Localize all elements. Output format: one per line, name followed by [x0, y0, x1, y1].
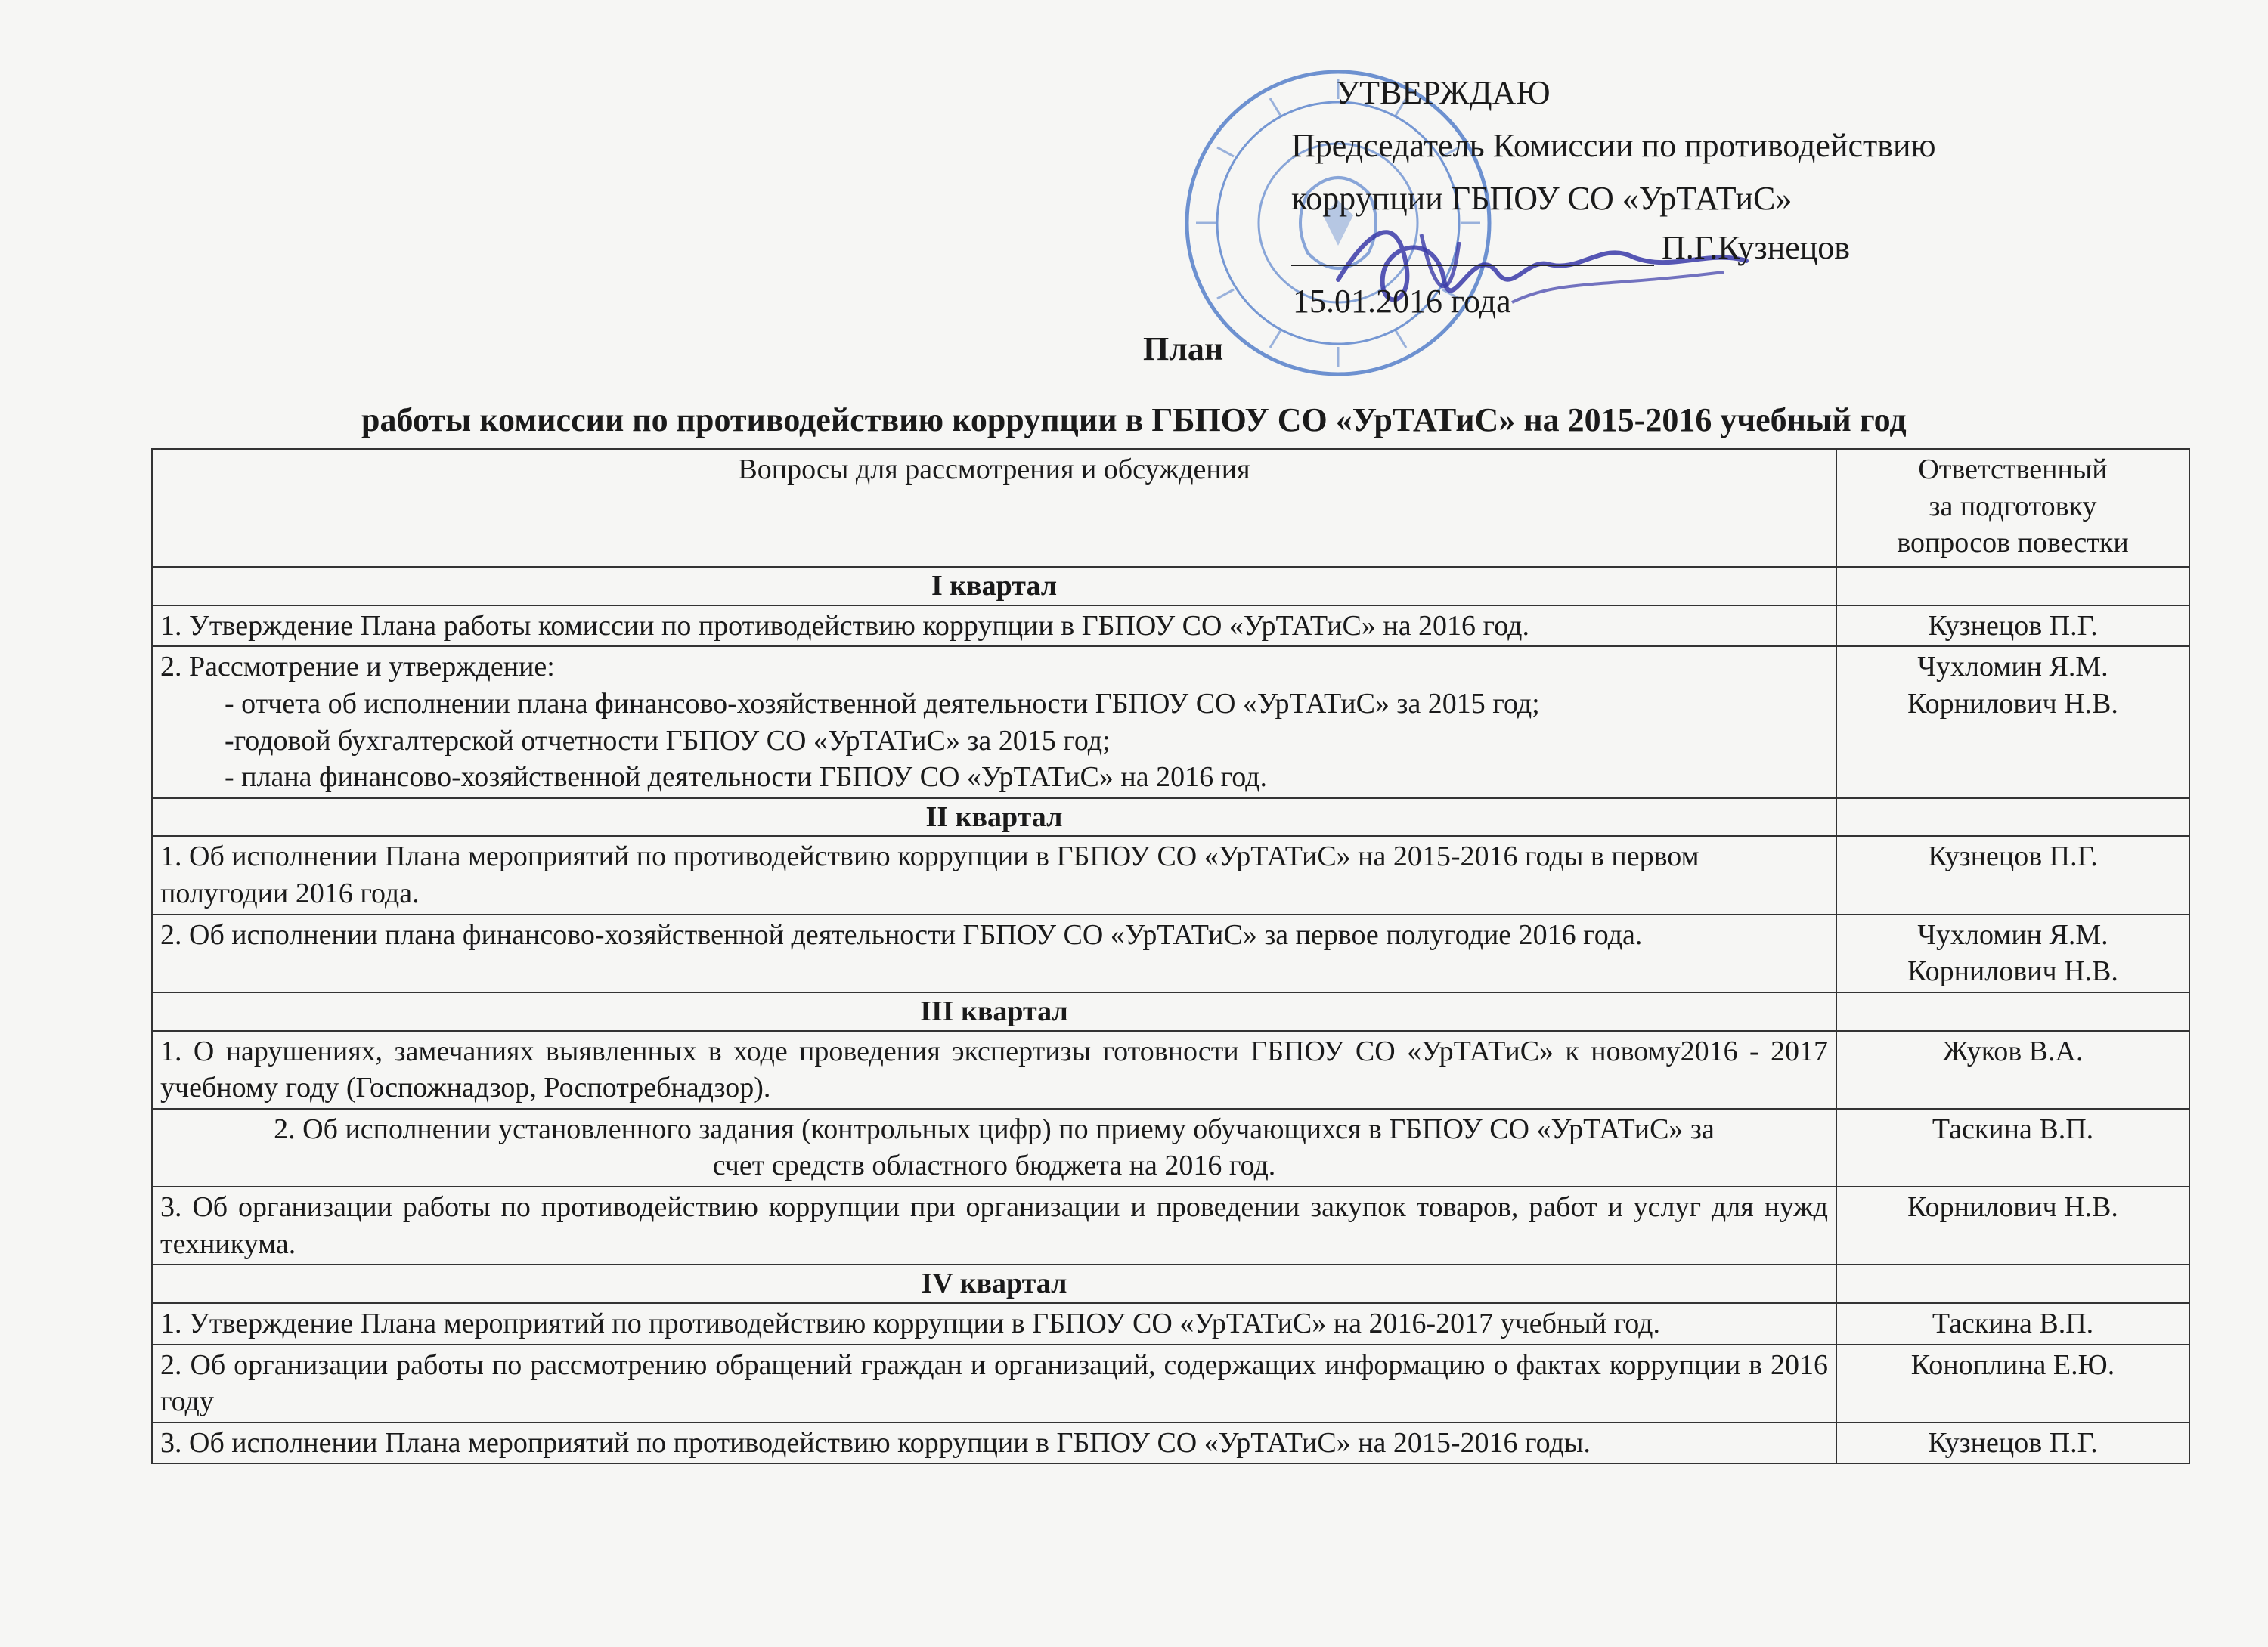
document-title: План — [1143, 330, 1224, 367]
question-subitem: - отчета об исполнении плана финансово-хозяйственной деятельности ГБПОУ СО «УрТАТиС» за 2015 год; — [225, 687, 1540, 720]
question-cell: 1. Утверждение Плана работы комиссии по противодействию коррупции в ГБПОУ СО «УрТАТиС» на 2016 год. — [152, 605, 1836, 647]
table-header-row — [152, 449, 2189, 567]
responsible-cell: Коноплина Е.Ю. — [1836, 1345, 2189, 1423]
header-responsible — [1836, 449, 2189, 567]
table-row — [152, 646, 2189, 798]
table-row — [152, 915, 2189, 992]
question-line: 2. Об исполнении установленного задания (контрольных цифр) по приему обучающихся в ГБПОУ СО «УрТАТиС» за — [274, 1113, 1715, 1145]
signature-line — [1291, 265, 1654, 266]
approval-date: 15.01.2016 года — [1293, 283, 1511, 320]
responsible-cell: Таскина В.П. — [1836, 1109, 2189, 1187]
quarter-label: III квартал — [152, 992, 1836, 1031]
question-cell: 1. Утверждение Плана мероприятий по противодействию коррупции в ГБПОУ СО «УрТАТиС» на 2016-2017 учебный год. — [152, 1303, 1836, 1345]
question-cell — [152, 646, 1836, 798]
quarter-row — [152, 567, 2189, 605]
question-cell: 2. Об исполнении плана финансово-хозяйственной деятельности ГБПОУ СО «УрТАТиС» за первое полугодие 2016 года. — [152, 915, 1836, 992]
responsible-name: Чухломин Я.М. — [1917, 651, 2108, 683]
responsible-cell — [1836, 915, 2189, 992]
question-intro: 2. Рассмотрение и утверждение: — [160, 651, 555, 683]
table-row — [152, 1345, 2189, 1423]
responsible-cell: Жуков В.А. — [1836, 1031, 2189, 1109]
table-row — [152, 1109, 2189, 1187]
quarter-label: IV квартал — [152, 1265, 1836, 1303]
question-cell: 3. Об организации работы по противодействию коррупции при организации и проведении закупок товаров, работ и услуг для нужд техникума. — [152, 1187, 1836, 1265]
question-cell: 1. Об исполнении Плана мероприятий по противодействию коррупции в ГБПОУ СО «УрТАТиС» на 2015-2016 годы в первом полугодии 2016 года. — [152, 836, 1836, 914]
responsible-cell: Корнилович Н.В. — [1836, 1187, 2189, 1265]
quarter-row — [152, 1265, 2189, 1303]
approval-position-line1: Председатель Комиссии по противодействию — [1291, 127, 1936, 164]
plan-table — [151, 448, 2190, 1464]
table-row — [152, 1031, 2189, 1109]
question-line: счет средств областного бюджета на 2016 год. — [712, 1150, 1276, 1182]
question-cell: 3. Об исполнении Плана мероприятий по противодействию коррупции в ГБПОУ СО «УрТАТиС» на 2015-2016 годы. — [152, 1423, 1836, 1464]
table-row — [152, 1187, 2189, 1265]
table-row — [152, 1303, 2189, 1345]
question-cell: 2. Об организации работы по рассмотрению обращений граждан и организаций, содержащих информацию о фактах коррупции в 2016 году — [152, 1345, 1836, 1423]
table-row — [152, 836, 2189, 914]
responsible-name: Корнилович Н.В. — [1907, 955, 2118, 988]
quarter-row — [152, 798, 2189, 837]
responsible-cell — [1836, 646, 2189, 798]
header-responsible-line2: за подготовку — [1929, 490, 2097, 522]
responsible-cell: Таскина В.П. — [1836, 1303, 2189, 1345]
approval-heading: УТВЕРЖДАЮ — [1336, 74, 1551, 111]
responsible-name: Чухломин Я.М. — [1917, 918, 2108, 951]
responsible-name: Корнилович Н.В. — [1907, 687, 2118, 720]
question-cell: 1. О нарушениях, замечаниях выявленных в ходе проведения экспертизы готовности ГБПОУ СО «УрТАТиС» к новому2016 - 2017 учебному году (Госпожнадзор, Роспотребнадзор). — [152, 1031, 1836, 1109]
header-responsible-line3: вопросов повестки — [1897, 527, 2129, 559]
quarter-label: I квартал — [152, 567, 1836, 605]
responsible-cell: Кузнецов П.Г. — [1836, 1423, 2189, 1464]
quarter-row — [152, 992, 2189, 1031]
table-row — [152, 1423, 2189, 1464]
responsible-cell: Кузнецов П.Г. — [1836, 605, 2189, 647]
question-subitem: -годовой бухгалтерской отчетности ГБПОУ СО «УрТАТиС» за 2015 год; — [225, 724, 1111, 757]
question-subitem: - плана финансово-хозяйственной деятельности ГБПОУ СО «УрТАТиС» на 2016 год. — [225, 761, 1267, 794]
table-row — [152, 605, 2189, 647]
question-cell — [152, 1109, 1836, 1187]
header-responsible-line1: Ответственный — [1918, 454, 2108, 485]
responsible-cell: Кузнецов П.Г. — [1836, 836, 2189, 914]
document-subtitle: работы комиссии по противодействию коррупции в ГБПОУ СО «УрТАТиС» на 2015-2016 учебный год — [361, 401, 1907, 438]
approval-position-line2: коррупции ГБПОУ СО «УрТАТиС» — [1291, 180, 1792, 217]
approval-signatory: П.Г.Кузнецов — [1662, 229, 1851, 266]
quarter-label: II квартал — [152, 798, 1836, 837]
header-questions: Вопросы для рассмотрения и обсуждения — [152, 449, 1836, 567]
